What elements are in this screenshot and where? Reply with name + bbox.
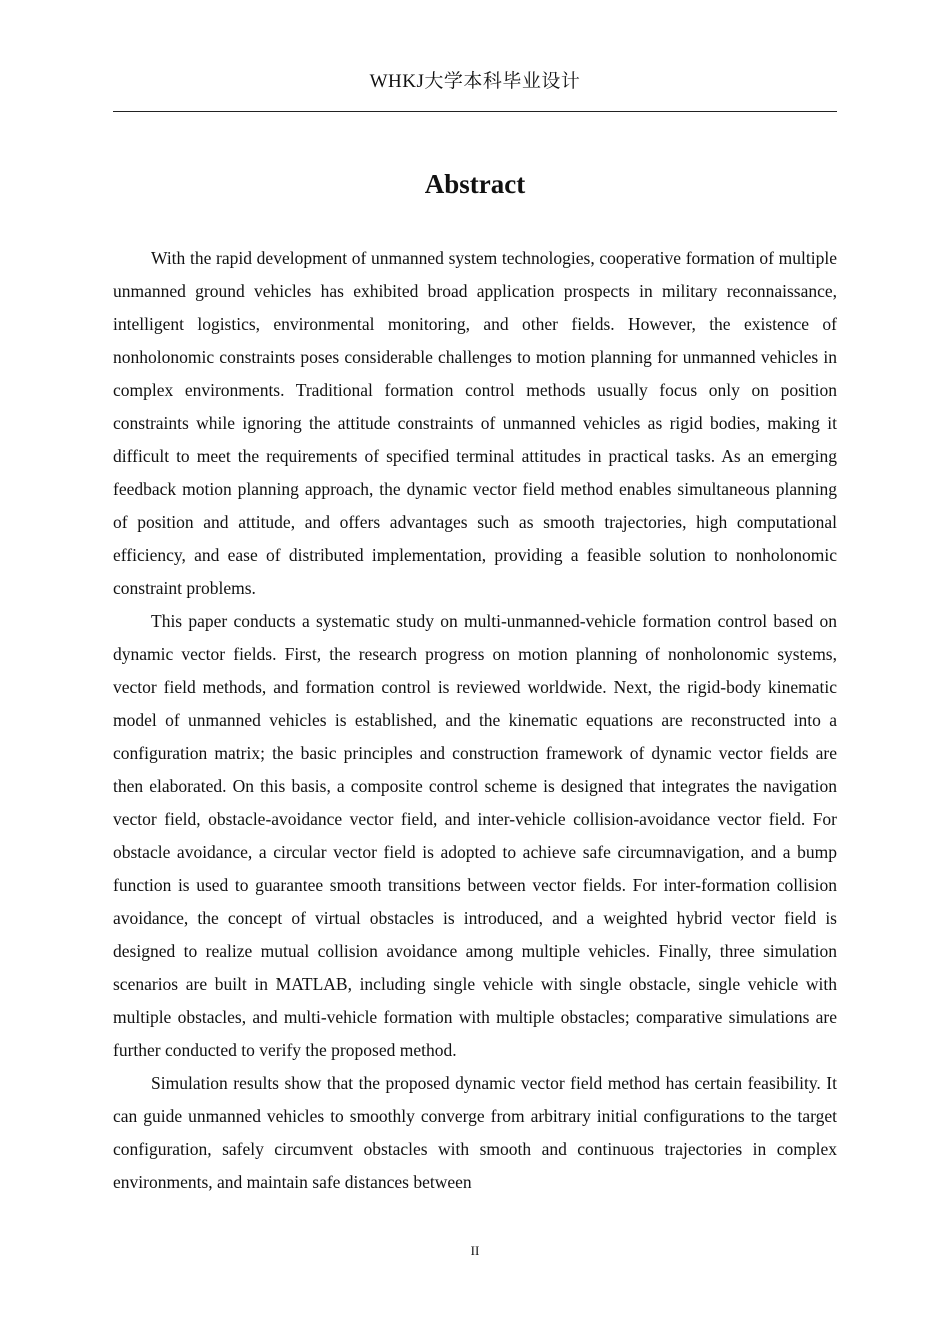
page-number: II — [470, 1243, 480, 1258]
abstract-body — [113, 242, 837, 1199]
abstract-title: Abstract — [424, 169, 526, 199]
abstract-paragraph-3: Simulation results show that the proposed dynamic vector field method has certain feasibility. It can guide unmanned vehicles to smoothly converge from arbitrary initial configurations to the target configuration, safely circumvent obstacles with smooth and continuous trajectories in complex environments, and maintain safe distances between — [113, 1073, 837, 1192]
header-divider — [113, 111, 837, 112]
page-header: WHKJ大学本科毕业设计 — [369, 71, 581, 92]
abstract-paragraph-2: This paper conducts a systematic study on multi-unmanned-vehicle formation control based on dynamic vector fields. First, the research progress on motion planning of nonholonomic systems, vector field methods, and formation control is reviewed worldwide. Next, the rigid-body kinematic model of unmanned vehicles is established, and the kinematic equations are reconstructed into a configuration matrix; the basic principles and construction framework of dynamic vector fields are then elaborated. On this basis, a composite control scheme is designed that integrates the navigation vector field, obstacle-avoidance vector field, and inter-vehicle collision-avoidance vector field. For obstacle avoidance, a circular vector field is adopted to achieve safe circumnavigation, and a bump function is used to guarantee smooth transitions between vector fields. For inter-formation collision avoidance, the concept of virtual obstacles is introduced, and a weighted hybrid vector field is designed to realize mutual collision avoidance among multiple vehicles. Finally, three simulation scenarios are built in MATLAB, including single vehicle with single obstacle, single vehicle with multiple obstacles, and multi-vehicle formation with multiple obstacles; comparative simulations are further conducted to verify the proposed method. — [113, 611, 837, 1060]
abstract-paragraph-1: With the rapid development of unmanned system technologies, cooperative formation of multiple unmanned ground vehicles has exhibited broad application prospects in military reconnaissance, intelligent logistics, environmental monitoring, and other fields. However, the existence of nonholonomic constraints poses considerable challenges to motion planning for unmanned vehicles in complex environments. Traditional formation control methods usually focus only on position constraints while ignoring the attitude constraints of unmanned vehicles as rigid bodies, making it difficult to meet the requirements of specified terminal attitudes in practical tasks. As an emerging feedback motion planning approach, the dynamic vector field method enables simultaneous planning of position and attitude, and offers advantages such as smooth trajectories, high computational efficiency, and ease of distributed implementation, providing a feasible solution to nonholonomic constraint problems. — [113, 248, 837, 598]
